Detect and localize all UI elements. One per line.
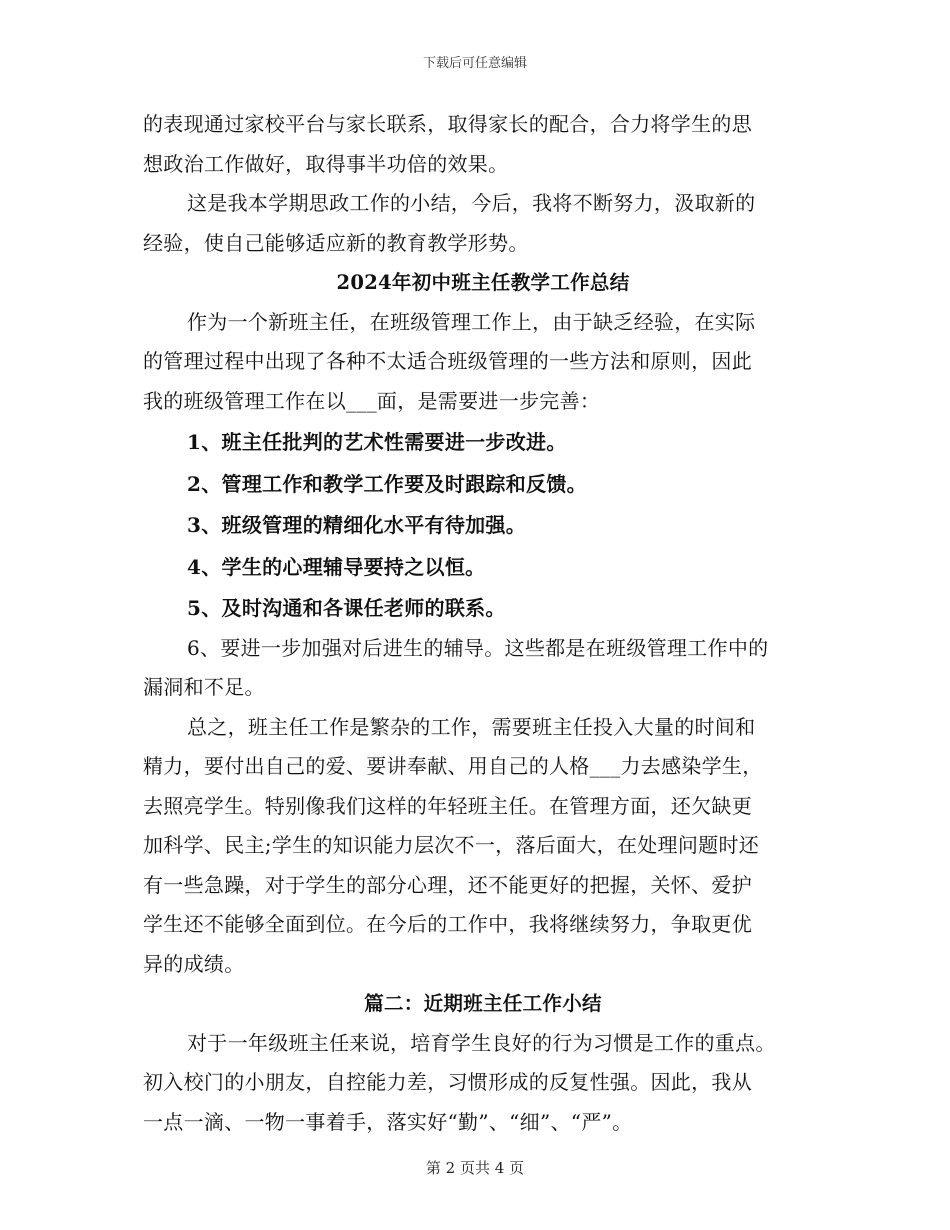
document-body (143, 105, 823, 1142)
page-number: 第 2 页共 4 页 (425, 1159, 525, 1177)
paragraph-line: 经验，使自己能够适应新的教育教学形势。 (143, 230, 529, 255)
paragraph-line: 去照亮学生。特别像我们这样的年轻班主任。在管理方面，还欠缺更 (143, 793, 752, 818)
paragraph-line: 一点一滴、一物一事着手，落实好“勤”、“细”、“严”。 (143, 1109, 633, 1134)
paragraph-line: 这是我本学期思政工作的小结，今后，我将不断努力，汲取新的 (187, 191, 756, 215)
paragraph-line: 作为一个新班主任，在班级管理工作上，由于缺乏经验，在实际 (187, 309, 756, 334)
paragraph-line: 对于一年级班主任来说，培育学生良好的行为习惯是工作的重点。 (187, 1030, 776, 1055)
paragraph-line: 漏洞和不足。 (143, 675, 265, 699)
paragraph-line: 学生还不能够全面到位。在今后的工作中，我将继续努力，争取更优 (143, 912, 752, 936)
section-title: 2024年初中班主任教学工作总结 (336, 271, 630, 294)
page-header: 下载后可任意编辑 (422, 56, 527, 71)
list-item: 4、学生的心理辅导要持之以恒。 (187, 554, 486, 579)
paragraph-line: 加科学、民主;学生的知识能力层次不一，落后面大，在处理问题时还 (143, 833, 760, 857)
paragraph-line: 我的班级管理工作在以___面，是需要进一步完善： (143, 388, 601, 413)
paragraph-line: 初入校门的小朋友，自控能力差，习惯形成的反复性强。因此，我从 (143, 1070, 752, 1094)
section-title: 篇二：近期班主任工作小结 (364, 992, 602, 1015)
paragraph-line: 的表现通过家校平台与家长联系，取得家长的配合，合力将学生的思 (143, 112, 752, 136)
paragraph-line: 精力，要付出自己的爱、要讲奉献、用自己的人格___力去感染学生， (143, 754, 763, 778)
paragraph-line: 的管理过程中出现了各种不太适合班级管理的一些方法和原则，因此 (143, 349, 752, 373)
list-item: 1、班主任批判的艺术性需要进一步改进。 (187, 430, 567, 454)
paragraph-line: 总之，班主任工作是繁杂的工作，需要班主任投入大量的时间和 (187, 714, 756, 739)
paragraph-line: 有一些急躁，对于学生的部分心理，还不能更好的把握，关怀、爱护 (143, 872, 752, 897)
list-item: 3、班级管理的精细化水平有待加强。 (187, 513, 527, 537)
list-item: 5、及时沟通和各课任老师的联系。 (187, 596, 506, 620)
paragraph-line: 异的成绩。 (143, 951, 245, 976)
list-item: 2、管理工作和教学工作要及时跟踪和反馈。 (187, 471, 587, 496)
paragraph-line: 6、要进一步加强对后进生的辅导。这些都是在班级管理工作中的 (187, 635, 769, 660)
paragraph-line: 想政治工作做好，取得事半功倍的效果。 (143, 151, 509, 176)
